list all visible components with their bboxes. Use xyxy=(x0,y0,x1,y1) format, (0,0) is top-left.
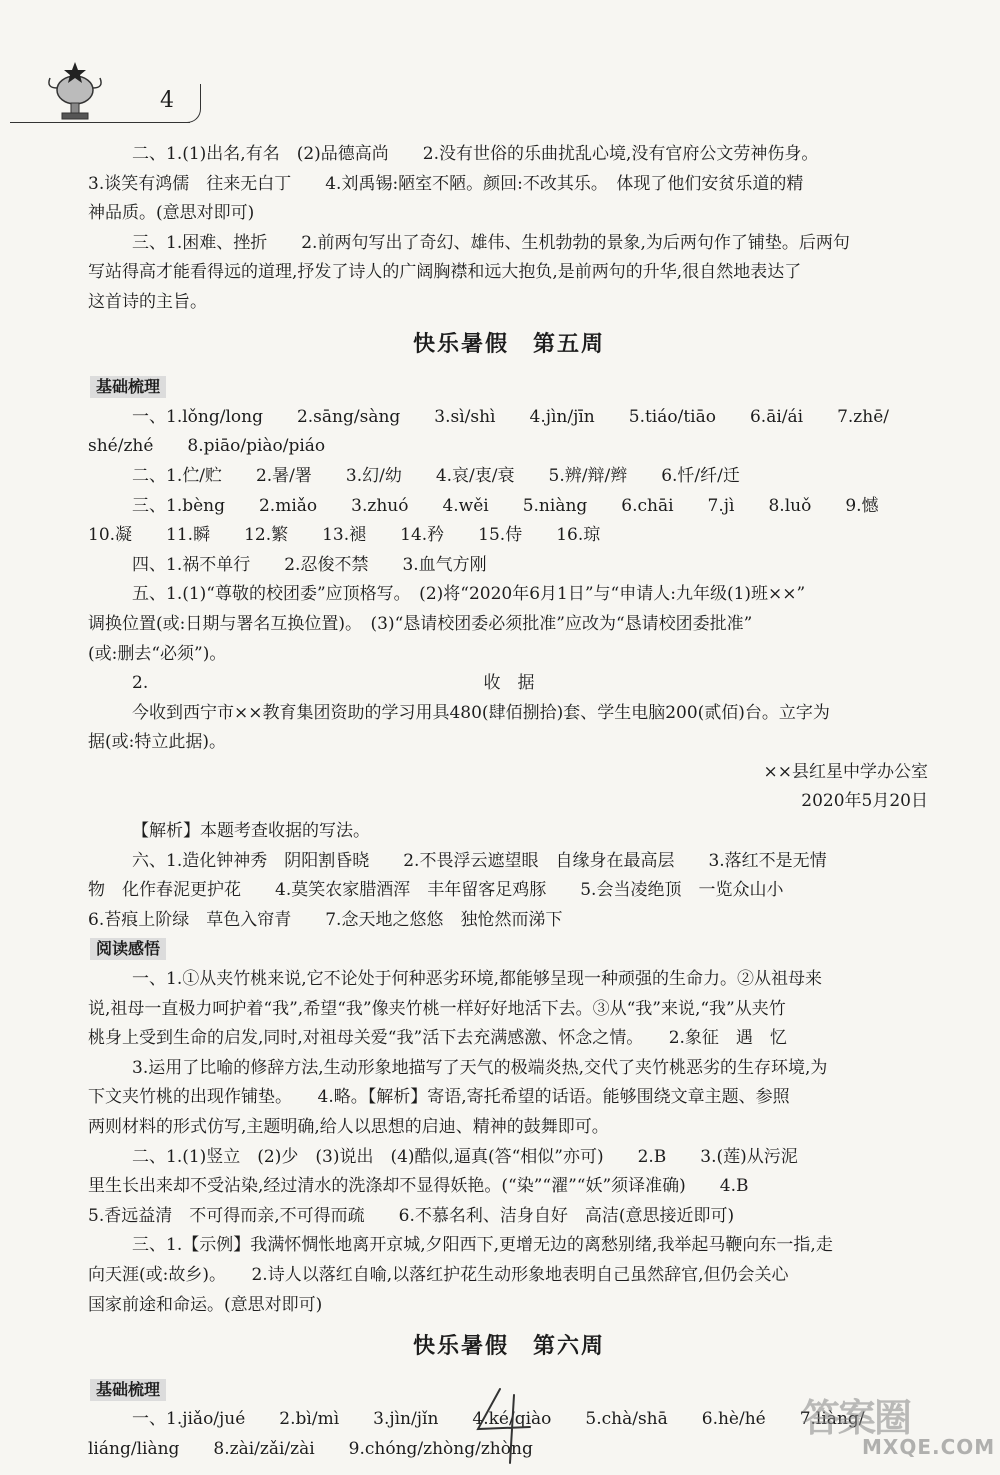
answer-line: 3.谈笑有鸿儒 往来无白丁 4.刘禹锡:陋室不陋。颜回:不改其乐。 体现了他们安贫乐道的精 xyxy=(88,173,804,194)
answer-line: 三、1.【示例】我满怀惆怅地离开京城,夕阳西下,更增无边的离愁别绪,我举起马鞭向东一指,走 xyxy=(132,1235,833,1256)
signature-line: ××县红星中学办公室 xyxy=(763,761,928,782)
answer-line: 三、1.bèng 2.miǎo 3.zhuó 4.wěi 5.niàng 6.chāi 7.jì 8.luǒ 9.憾 xyxy=(132,495,879,516)
answer-line: 五、1.(1)“尊敬的校团委”应顶格写。 (2)将“2020年6月1日”与“申请人:九年级(1)班××” xyxy=(132,584,806,605)
answer-line: 六、1.造化钟神秀 阴阳割昏晓 2.不畏浮云遮望眼 自缘身在最高层 3.落红不是无情 xyxy=(132,850,827,871)
receipt-title: 收 据 xyxy=(483,673,535,694)
answer-line: 国家前途和命运。(意思对即可) xyxy=(88,1294,323,1315)
answer-line: 二、1.伫/贮 2.暑/署 3.幻/幼 4.哀/衷/衰 5.辨/辩/辫 6.忏/纤/迁 xyxy=(132,465,740,486)
section-label: 基础梳理 xyxy=(90,376,166,398)
answer-line: 5.香远益清 不可得而亲,不可得而疏 6.不慕名利、洁身自好 高洁(意思接近即可) xyxy=(88,1205,735,1226)
answer-line: 一、1.jiǎo/jué 2.bì/mì 3.jìn/jǐn 4.ké/qiào 5.chà/shā 6.hè/hé 7.liàng/ xyxy=(132,1409,865,1430)
answer-line: 四、1.祸不单行 2.忍俊不禁 3.血气方刚 xyxy=(132,554,487,575)
answer-line: 写站得高才能看得远的道理,抒发了诗人的广阔胸襟和远大抱负,是前两句的升华,很自然地表达了 xyxy=(88,262,802,283)
answer-line: 里生长出来却不受沾染,经过清水的洗涤却不显得妖艳。(“染”“濯”“妖”须译准确) 4.B xyxy=(88,1176,749,1197)
answer-line: 下文夹竹桃的出现作铺垫。 4.略。【解析】寄语,寄托希望的话语。能够围绕文章主题、参照 xyxy=(88,1087,790,1108)
section-label: 基础梳理 xyxy=(90,1379,166,1401)
answer-line: 说,祖母一直极力呵护着“我”,希望“我”像夹竹桃一样好好地活下去。③从“我”来说,“我”从夹竹 xyxy=(88,998,786,1019)
answer-line: liáng/liàng 8.zài/zǎi/zài 9.chóng/zhòng/zhòng xyxy=(88,1438,533,1459)
answer-line: 今收到西宁市××教育集团资助的学习用具480(肆佰捌拾)套、学生电脑200(贰佰)台。立字为 xyxy=(132,702,830,723)
answer-line: 神品质。(意思对即可) xyxy=(88,203,255,224)
answer-line: 调换位置(或:日期与署名互换位置)。 (3)“恳请校团委必须批准”应改为“恳请校团委批准” xyxy=(88,613,753,634)
answer-line: 两则材料的形式仿写,主题明确,给人以思想的启迪、精神的鼓舞即可。 xyxy=(88,1117,609,1137)
watermark-logo: 答案圈 xyxy=(802,1396,911,1440)
answer-line: 据(或:特立此据)。 xyxy=(88,732,226,753)
watermark xyxy=(798,1383,996,1463)
header-rule xyxy=(10,122,190,123)
section-label-row xyxy=(88,373,930,403)
answer-content xyxy=(88,140,930,1465)
answer-line: 物 化作春泥更护花 4.莫笑农家腊酒浑 丰年留客足鸡豚 5.会当凌绝顶 一览众山小 xyxy=(88,880,784,901)
answer-line: shé/zhé 8.piāo/piào/piáo xyxy=(88,436,326,457)
answer-line: 向天涯(或:故乡)。 2.诗人以落红自喻,以落红护花生动形象地表明自己虽然辞官,但仍会关心 xyxy=(88,1264,789,1285)
answer-line: 【解析】本题考查收据的写法。 xyxy=(132,821,370,842)
section-label-row xyxy=(88,935,930,965)
section-label: 阅读感悟 xyxy=(90,938,166,960)
page-number: 4 xyxy=(160,88,174,113)
answer-line: 3.运用了比喻的修辞方法,生动形象地描写了天气的极端炎热,交代了夹竹桃恶劣的生存环境,为 xyxy=(132,1057,828,1078)
header-frame xyxy=(110,84,201,123)
section-title: 快乐暑假 第五周 xyxy=(412,331,605,357)
signature-line: 2020年5月20日 xyxy=(801,791,928,812)
receipt-heading-row xyxy=(88,669,930,699)
page-header xyxy=(0,60,220,130)
answer-line: 10.凝 11.瞬 12.繁 13.褪 14.矜 15.侍 16.琼 xyxy=(88,525,601,546)
trophy-icon xyxy=(40,60,110,130)
answer-line: (或:删去“必须”)。 xyxy=(88,643,227,664)
answer-line: 一、1.①从夹竹桃来说,它不论处于何种恶劣环境,都能够呈现一种顽强的生命力。②从祖母来 xyxy=(132,969,823,990)
answer-line: 一、1.lǒng/long 2.sāng/sàng 3.sì/shì 4.jìn/jīn 5.tiáo/tiāo 6.āi/ái 7.zhē/ xyxy=(132,406,889,427)
watermark-text: MXQE.COM xyxy=(862,1435,996,1459)
item-number: 2. xyxy=(132,673,149,694)
handwritten-page-mark xyxy=(470,1385,540,1465)
section-title: 快乐暑假 第六周 xyxy=(412,1334,605,1360)
answer-line: 桃身上受到生命的启发,同时,对祖母关爱“我”活下去充满感激、怀念之情。 2.象征 遇 忆 xyxy=(88,1028,787,1049)
answer-line: 二、1.(1)竖立 (2)少 (3)说出 (4)酷似,逼真(答“相似”亦可) 2.B 3.(莲)从污泥 xyxy=(132,1146,798,1167)
answer-line: 二、1.(1)出名,有名 (2)品德高尚 2.没有世俗的乐曲扰乱心境,没有官府公文劳神伤身。 xyxy=(132,144,819,164)
answer-line: 6.苔痕上阶绿 草色入帘青 7.念天地之悠悠 独怆然而涕下 xyxy=(88,909,563,930)
answer-line: 三、1.困难、挫折 2.前两句写出了奇幻、雄伟、生机勃勃的景象,为后两句作了铺垫。后两句 xyxy=(132,232,850,253)
answer-line: 这首诗的主旨。 xyxy=(88,291,207,312)
